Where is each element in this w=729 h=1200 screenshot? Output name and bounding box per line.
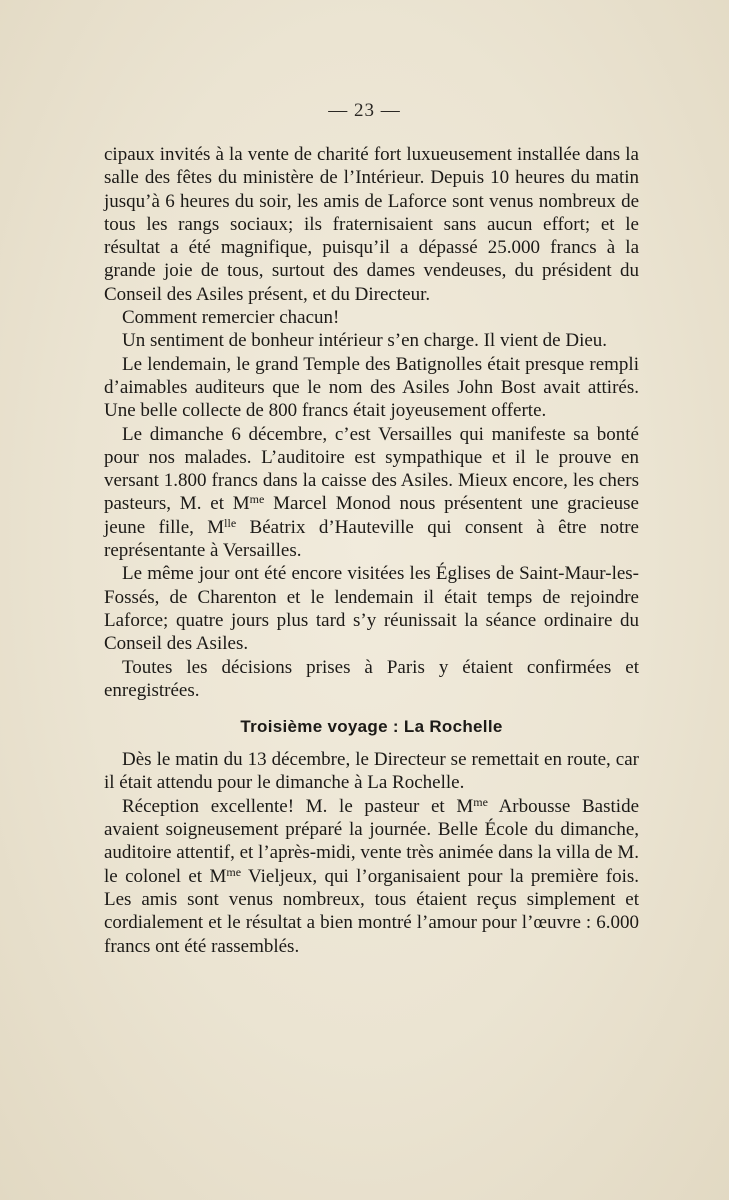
paragraph-continuation: cipaux invités à la vente de charité fort luxueusement installée dans la salle des fêtes du ministère de l’Intérieur. Depuis 10 heures du matin jusqu’à 6 heures du soir, les amis de Laforce sont venus nombreux de tous les rangs sociaux; ils fraternisaient sans aucun effort; et le résultat a été magnifique, puisqu’il a dépassé 25.000 francs à la grande joie de tous, surtout des dames vendeuses, du président du Conseil des Asiles présent, et du Directeur.	[104, 144, 639, 305]
superscript: me	[249, 492, 265, 507]
text-run: Marcel Monod nous présentent une gracieuse jeune fille, M	[104, 493, 639, 538]
superscript: lle	[224, 515, 237, 530]
page-number: — 23 —	[328, 100, 401, 121]
paragraph: Le lendemain, le grand Temple des Batignolles était presque rempli d’aimables auditeurs que le nom des Asiles John Bost avait attirés. Une belle collecte de 800 francs était joyeusement offerte.	[104, 353, 639, 422]
paragraph: Dès le matin du 13 décembre, le Directeur se remettait en route, car il était attendu pour le dimanche à La Rochelle.	[104, 749, 639, 794]
paragraph	[104, 423, 639, 563]
superscript: me	[226, 864, 242, 879]
paragraph	[104, 795, 639, 958]
paragraph: Toutes les décisions prises à Paris y étaient confirmées et enregistrées.	[104, 656, 639, 701]
paragraph: Le même jour ont été encore visitées les Églises de Saint-Maur-les-Fossés, de Charenton et le lendemain il était temps de rejoindre Laforce; quatre jours plus tard s’y réunissait la séance ordinaire du Conseil des Asiles.	[104, 563, 639, 655]
body-text	[104, 143, 639, 958]
text-run: Le dimanche 6 décembre, c’est Versailles qui manifeste sa bonté pour nos malades. L’auditoire est sympathique et il le prouve en versant 1.800 francs dans la caisse des Asiles. Mieux encore, les chers pasteurs, M. et M	[104, 423, 639, 515]
text-run: Béatrix d’Hauteville qui consent à être notre représentante à Versailles.	[104, 516, 639, 562]
text-run: Réception excellente! M. le pasteur et M	[122, 795, 474, 817]
text-run: Arbousse Bastide avaient soigneusement préparé la journée. Belle École du dimanche, auditoire attentif, et l’après-midi, vente très animée dans la villa de M. le colonel et M	[104, 795, 640, 887]
paragraph: Un sentiment de bonheur intérieur s’en charge. Il vient de Dieu.	[122, 330, 608, 352]
paragraph: Comment remercier chacun!	[122, 307, 340, 329]
superscript: me	[473, 794, 488, 809]
text-run: Vieljeux, qui l’organisaient pour la première fois. Les amis sont venus nombreux, tous étaient reçus simplement et cordialement et le résultat a bien montré l’amour pour l’œuvre : 6.000 francs ont été rassemblés.	[104, 865, 640, 957]
section-heading: Troisième voyage : La Rochelle	[240, 717, 503, 737]
